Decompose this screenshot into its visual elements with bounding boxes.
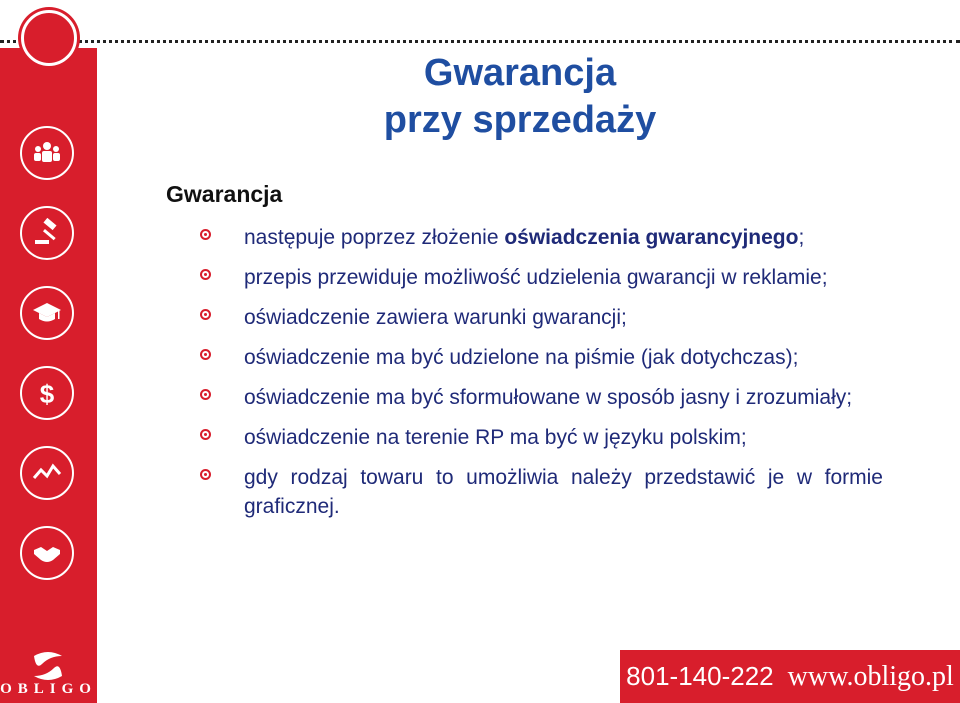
- bullet-text: oświadczenie ma być udzielone na piśmie (jak dotychczas);: [244, 346, 799, 369]
- bullet-list: [200, 223, 883, 532]
- bullet-text: oświadczenie zawiera warunki gwarancji;: [244, 306, 627, 329]
- title-line-1: Gwarancja: [423, 52, 617, 94]
- bullet-icon: [200, 423, 244, 452]
- bullet-icon: [200, 343, 244, 372]
- obligo-logo-text: OBLIGO: [0, 681, 97, 697]
- top-circle-emblem: [21, 10, 77, 66]
- footer-website-link[interactable]: www.obligo.pl: [787, 660, 954, 692]
- dollar-icon: [20, 366, 74, 420]
- footer-contact-bar: [620, 650, 960, 703]
- footer-phone: 801-140-222: [626, 661, 774, 691]
- slide-title: [300, 50, 740, 144]
- svg-text:$: $: [39, 379, 55, 408]
- list-item: [200, 383, 883, 412]
- bullet-icon: [200, 463, 244, 521]
- sidebar: [0, 48, 97, 703]
- bullet-text: następuje poprzez złożenie oświadczenia gwarancyjnego;: [244, 226, 805, 249]
- bullet-icon: [200, 303, 244, 332]
- list-item: [200, 463, 883, 521]
- graduation-cap-icon: [20, 286, 74, 340]
- people-icon: [20, 126, 74, 180]
- handshake-icon: [20, 526, 74, 580]
- gavel-icon: [20, 206, 74, 260]
- bullet-icon: [200, 383, 244, 412]
- bullet-icon: [200, 223, 244, 252]
- bullet-text: oświadczenie ma być sformułowane w sposób jasny i zrozumiały;: [244, 386, 853, 409]
- list-item: [200, 303, 883, 332]
- trend-chart-icon: [20, 446, 74, 500]
- list-item: [200, 263, 883, 292]
- title-line-2: przy sprzedaży: [383, 99, 657, 141]
- bullet-text: gdy rodzaj towaru to umożliwia należy przedstawić je w formie graficznej.: [244, 466, 883, 518]
- list-item: [200, 423, 883, 452]
- list-item: [200, 343, 883, 372]
- bullet-text: oświadczenie na terenie RP ma być w języku polskim;: [244, 426, 747, 449]
- top-dotted-line: [0, 40, 960, 43]
- list-item: [200, 223, 883, 252]
- obligo-logo-mark: [24, 648, 72, 684]
- bullet-icon: [200, 263, 244, 292]
- bullet-text: przepis przewiduje możliwość udzielenia gwarancji w reklamie;: [244, 266, 828, 289]
- section-heading: Gwarancja: [166, 181, 283, 207]
